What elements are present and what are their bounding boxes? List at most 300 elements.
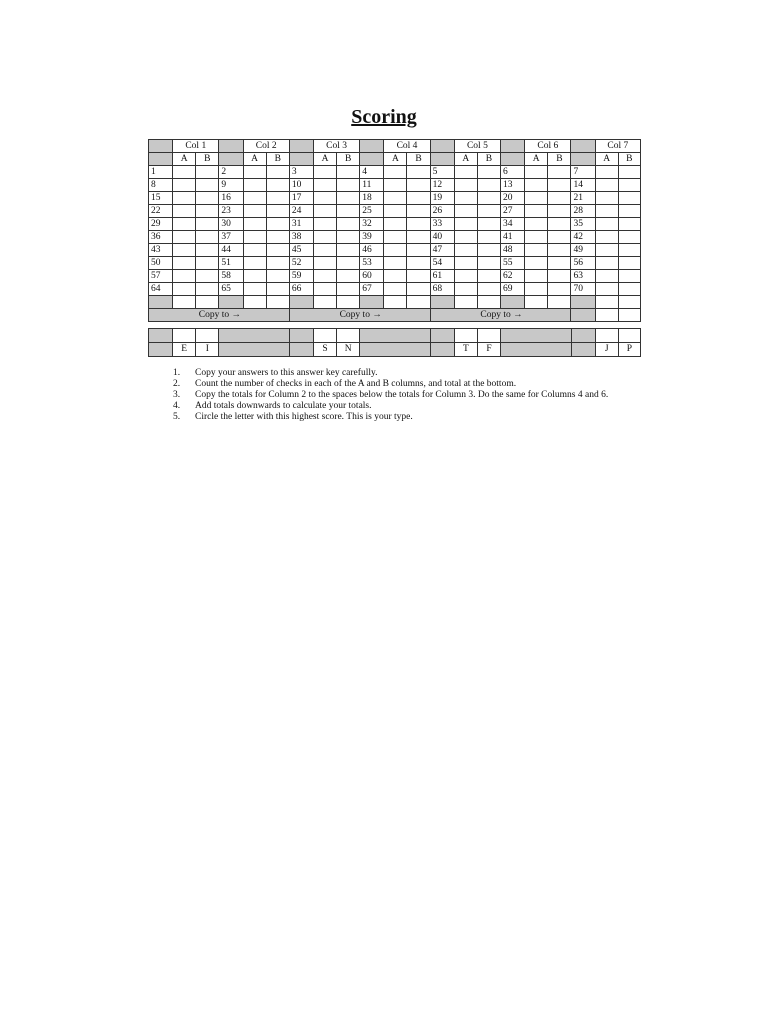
type-spacer: [149, 343, 173, 357]
question-number: 42: [571, 231, 595, 244]
answer-b-cell[interactable]: [337, 218, 360, 231]
answer-a-cell[interactable]: [454, 205, 477, 218]
answer-a-cell[interactable]: [525, 283, 548, 296]
answer-a-cell[interactable]: [173, 205, 196, 218]
answer-b-cell[interactable]: [407, 192, 430, 205]
a-header: A: [173, 153, 196, 166]
column-header: Col 5: [454, 140, 500, 153]
answer-a-cell[interactable]: [595, 244, 618, 257]
type-total-b[interactable]: [196, 329, 219, 343]
answer-a-cell[interactable]: [595, 231, 618, 244]
totals-spacer: [219, 296, 243, 309]
question-number: 30: [219, 218, 243, 231]
answer-b-cell[interactable]: [266, 283, 289, 296]
type-gap: [360, 343, 430, 357]
page-title: Scoring: [351, 106, 417, 128]
answer-a-cell[interactable]: [243, 231, 266, 244]
instructions-list: [173, 368, 613, 423]
column-header-row: [149, 140, 641, 153]
answer-b-cell[interactable]: [266, 231, 289, 244]
answer-a-cell[interactable]: [595, 270, 618, 283]
answer-b-cell[interactable]: [618, 283, 640, 296]
answer-b-cell[interactable]: [548, 205, 571, 218]
type-letter[interactable]: I: [196, 343, 219, 357]
answer-b-cell[interactable]: [618, 218, 640, 231]
question-number: 29: [149, 218, 173, 231]
ab-header-spacer: [360, 153, 384, 166]
type-spacer: [289, 343, 313, 357]
answer-b-cell[interactable]: [618, 192, 640, 205]
answer-b-cell[interactable]: [407, 244, 430, 257]
instruction-item: [173, 401, 613, 412]
answer-b-cell[interactable]: [266, 179, 289, 192]
total-a-cell[interactable]: [313, 296, 336, 309]
answer-a-cell[interactable]: [173, 166, 196, 179]
a-header: A: [525, 153, 548, 166]
question-number: 26: [430, 205, 454, 218]
answer-b-cell[interactable]: [477, 166, 500, 179]
answer-b-cell[interactable]: [548, 231, 571, 244]
answer-a-cell[interactable]: [173, 244, 196, 257]
total-b-cell[interactable]: [337, 296, 360, 309]
question-number: 3: [289, 166, 313, 179]
question-number: 40: [430, 231, 454, 244]
totals-spacer: [149, 296, 173, 309]
type-letter[interactable]: F: [477, 343, 500, 357]
column-header-spacer: [360, 140, 384, 153]
type-letter[interactable]: N: [337, 343, 360, 357]
answer-b-cell[interactable]: [618, 257, 640, 270]
copy-to-spacer: [571, 309, 595, 322]
ab-header-spacer: [219, 153, 243, 166]
answer-a-cell[interactable]: [313, 218, 336, 231]
answer-b-cell[interactable]: [337, 205, 360, 218]
type-total-b[interactable]: [337, 329, 360, 343]
question-number: 53: [360, 257, 384, 270]
instruction-text: Add totals downwards to calculate your totals.: [195, 401, 372, 411]
instruction-text: Copy your answers to this answer key carefully.: [195, 368, 378, 378]
ab-header-spacer: [430, 153, 454, 166]
question-number: 43: [149, 244, 173, 257]
total-a-cell[interactable]: [384, 296, 407, 309]
answer-a-cell[interactable]: [454, 270, 477, 283]
question-number: 50: [149, 257, 173, 270]
answer-b-cell[interactable]: [477, 283, 500, 296]
answer-b-cell[interactable]: [618, 179, 640, 192]
question-number: 59: [289, 270, 313, 283]
answer-b-cell[interactable]: [196, 257, 219, 270]
answer-b-cell[interactable]: [337, 231, 360, 244]
question-number: 6: [501, 166, 525, 179]
instruction-item: [173, 379, 613, 390]
answer-b-cell[interactable]: [196, 205, 219, 218]
answer-a-cell[interactable]: [313, 192, 336, 205]
total-a-cell[interactable]: [173, 296, 196, 309]
answer-a-cell[interactable]: [313, 257, 336, 270]
answer-a-cell[interactable]: [384, 231, 407, 244]
answer-b-cell[interactable]: [477, 179, 500, 192]
answer-b-cell[interactable]: [196, 283, 219, 296]
answer-b-cell[interactable]: [196, 218, 219, 231]
copy-a-cell[interactable]: [595, 309, 618, 322]
answer-a-cell[interactable]: [243, 166, 266, 179]
question-number: 63: [571, 270, 595, 283]
answer-b-cell[interactable]: [407, 283, 430, 296]
total-a-cell[interactable]: [595, 296, 618, 309]
answer-b-cell[interactable]: [196, 179, 219, 192]
totals-spacer: [501, 296, 525, 309]
answer-a-cell[interactable]: [454, 192, 477, 205]
question-number: 9: [219, 179, 243, 192]
answer-b-cell[interactable]: [548, 218, 571, 231]
answer-b-cell[interactable]: [477, 257, 500, 270]
type-total-a[interactable]: [595, 329, 618, 343]
answer-b-cell[interactable]: [337, 166, 360, 179]
answer-b-cell[interactable]: [407, 231, 430, 244]
answer-a-cell[interactable]: [595, 257, 618, 270]
question-number: 10: [289, 179, 313, 192]
question-number: 66: [289, 283, 313, 296]
answer-a-cell[interactable]: [384, 283, 407, 296]
totals-spacer: [289, 296, 313, 309]
answer-a-cell[interactable]: [525, 257, 548, 270]
b-header: B: [266, 153, 289, 166]
table-row: [149, 257, 641, 270]
column-header-spacer: [571, 140, 595, 153]
question-number: 23: [219, 205, 243, 218]
answer-a-cell[interactable]: [173, 257, 196, 270]
answer-a-cell[interactable]: [173, 179, 196, 192]
column-header: Col 1: [173, 140, 219, 153]
answer-a-cell[interactable]: [454, 218, 477, 231]
question-number: 54: [430, 257, 454, 270]
answer-b-cell[interactable]: [337, 257, 360, 270]
type-spacer: [430, 343, 454, 357]
answer-b-cell[interactable]: [407, 179, 430, 192]
b-header: B: [548, 153, 571, 166]
question-number: 21: [571, 192, 595, 205]
question-number: 16: [219, 192, 243, 205]
answer-a-cell[interactable]: [243, 192, 266, 205]
answer-a-cell[interactable]: [525, 231, 548, 244]
answer-b-cell[interactable]: [477, 205, 500, 218]
answer-a-cell[interactable]: [173, 283, 196, 296]
answer-a-cell[interactable]: [595, 166, 618, 179]
answer-a-cell[interactable]: [313, 179, 336, 192]
answer-a-cell[interactable]: [173, 231, 196, 244]
instruction-text: Copy the totals for Column 2 to the spaces below the totals for Column 3. Do the same for Columns 4 and 6.: [195, 390, 609, 400]
answer-b-cell[interactable]: [548, 283, 571, 296]
answer-a-cell[interactable]: [525, 192, 548, 205]
answer-b-cell[interactable]: [266, 270, 289, 283]
answer-a-cell[interactable]: [173, 218, 196, 231]
answer-b-cell[interactable]: [548, 179, 571, 192]
question-number: 44: [219, 244, 243, 257]
answer-b-cell[interactable]: [477, 244, 500, 257]
column-header-spacer: [219, 140, 243, 153]
question-number: 32: [360, 218, 384, 231]
ab-header-spacer: [501, 153, 525, 166]
b-header: B: [618, 153, 640, 166]
answer-b-cell[interactable]: [337, 192, 360, 205]
answer-a-cell[interactable]: [595, 205, 618, 218]
answer-b-cell[interactable]: [477, 270, 500, 283]
copy-to-label: Copy to →: [430, 309, 571, 322]
question-number: 20: [501, 192, 525, 205]
answer-a-cell[interactable]: [525, 166, 548, 179]
question-number: 7: [571, 166, 595, 179]
question-number: 68: [430, 283, 454, 296]
question-number: 46: [360, 244, 384, 257]
question-number: 34: [501, 218, 525, 231]
answer-a-cell[interactable]: [384, 179, 407, 192]
b-header: B: [477, 153, 500, 166]
type-spacer: [571, 329, 595, 343]
a-header: A: [384, 153, 407, 166]
question-number: 11: [360, 179, 384, 192]
question-number: 69: [501, 283, 525, 296]
answer-key-table: [148, 139, 641, 322]
answer-b-cell[interactable]: [548, 244, 571, 257]
total-b-cell[interactable]: [618, 296, 640, 309]
answer-a-cell[interactable]: [313, 166, 336, 179]
total-b-cell[interactable]: [266, 296, 289, 309]
answer-a-cell[interactable]: [313, 244, 336, 257]
answer-a-cell[interactable]: [454, 257, 477, 270]
table-row: [149, 192, 641, 205]
answer-a-cell[interactable]: [384, 205, 407, 218]
answer-b-cell[interactable]: [618, 244, 640, 257]
copy-b-cell[interactable]: [618, 309, 640, 322]
answer-a-cell[interactable]: [525, 205, 548, 218]
question-number: 8: [149, 179, 173, 192]
answer-a-cell[interactable]: [384, 192, 407, 205]
table-row: [149, 231, 641, 244]
type-gap: [360, 329, 430, 343]
question-number: 15: [149, 192, 173, 205]
type-gap: [501, 329, 571, 343]
a-header: A: [454, 153, 477, 166]
type-spacer: [571, 343, 595, 357]
answer-a-cell[interactable]: [384, 257, 407, 270]
answer-a-cell[interactable]: [313, 270, 336, 283]
type-spacer: [149, 329, 173, 343]
answer-b-cell[interactable]: [407, 257, 430, 270]
answer-b-cell[interactable]: [618, 231, 640, 244]
answer-a-cell[interactable]: [243, 218, 266, 231]
type-letter[interactable]: J: [595, 343, 618, 357]
answer-b-cell[interactable]: [477, 192, 500, 205]
table-row: [149, 244, 641, 257]
instruction-text: Circle the letter with this highest score. This is your type.: [195, 412, 413, 422]
table-row: [149, 270, 641, 283]
question-number: 13: [501, 179, 525, 192]
question-number: 22: [149, 205, 173, 218]
answer-a-cell[interactable]: [313, 231, 336, 244]
question-number: 39: [360, 231, 384, 244]
answer-b-cell[interactable]: [407, 218, 430, 231]
answer-b-cell[interactable]: [337, 270, 360, 283]
question-number: 37: [219, 231, 243, 244]
answer-a-cell[interactable]: [313, 205, 336, 218]
copy-to-row: [149, 309, 641, 322]
type-total-a[interactable]: [313, 329, 336, 343]
answer-b-cell[interactable]: [337, 244, 360, 257]
answer-a-cell[interactable]: [243, 244, 266, 257]
type-total-a[interactable]: [173, 329, 196, 343]
answer-b-cell[interactable]: [618, 166, 640, 179]
answer-a-cell[interactable]: [243, 283, 266, 296]
total-b-cell[interactable]: [477, 296, 500, 309]
type-letter[interactable]: S: [313, 343, 336, 357]
total-a-cell[interactable]: [454, 296, 477, 309]
answer-a-cell[interactable]: [384, 166, 407, 179]
answer-a-cell[interactable]: [525, 244, 548, 257]
question-number: 49: [571, 244, 595, 257]
question-number: 33: [430, 218, 454, 231]
column-header: Col 7: [595, 140, 640, 153]
answer-a-cell[interactable]: [243, 270, 266, 283]
answer-a-cell[interactable]: [454, 166, 477, 179]
a-header: A: [595, 153, 618, 166]
question-number: 31: [289, 218, 313, 231]
type-totals-table: [148, 328, 641, 357]
answer-b-cell[interactable]: [548, 257, 571, 270]
answer-a-cell[interactable]: [525, 179, 548, 192]
type-letter-row: [149, 343, 641, 357]
answer-a-cell[interactable]: [243, 179, 266, 192]
question-number: 19: [430, 192, 454, 205]
column-header: Col 4: [384, 140, 430, 153]
total-b-cell[interactable]: [548, 296, 571, 309]
b-header: B: [407, 153, 430, 166]
column-header: Col 2: [243, 140, 289, 153]
answer-a-cell[interactable]: [313, 283, 336, 296]
type-letter[interactable]: T: [454, 343, 477, 357]
instruction-item: [173, 412, 613, 423]
type-total-row: [149, 329, 641, 343]
instruction-number: 4.: [173, 401, 181, 411]
type-gap: [219, 329, 289, 343]
question-number: 18: [360, 192, 384, 205]
column-header: Col 3: [313, 140, 359, 153]
answer-a-cell[interactable]: [243, 205, 266, 218]
question-number: 56: [571, 257, 595, 270]
answer-a-cell[interactable]: [525, 218, 548, 231]
type-letter[interactable]: P: [618, 343, 640, 357]
answer-b-cell[interactable]: [548, 166, 571, 179]
totals-row: [149, 296, 641, 309]
question-number: 58: [219, 270, 243, 283]
totals-spacer: [360, 296, 384, 309]
answer-a-cell[interactable]: [454, 231, 477, 244]
answer-a-cell[interactable]: [525, 270, 548, 283]
answer-b-cell[interactable]: [407, 270, 430, 283]
question-number: 35: [571, 218, 595, 231]
question-number: 64: [149, 283, 173, 296]
type-letter[interactable]: E: [173, 343, 196, 357]
answer-b-cell[interactable]: [548, 270, 571, 283]
b-header: B: [196, 153, 219, 166]
answer-b-cell[interactable]: [407, 205, 430, 218]
answer-a-cell[interactable]: [173, 270, 196, 283]
total-a-cell[interactable]: [243, 296, 266, 309]
answer-b-cell[interactable]: [196, 166, 219, 179]
question-number: 57: [149, 270, 173, 283]
answer-b-cell[interactable]: [477, 218, 500, 231]
answer-b-cell[interactable]: [337, 179, 360, 192]
table-row: [149, 205, 641, 218]
answer-a-cell[interactable]: [384, 218, 407, 231]
ab-header-spacer: [149, 153, 173, 166]
answer-b-cell[interactable]: [618, 270, 640, 283]
answer-b-cell[interactable]: [196, 192, 219, 205]
type-total-a[interactable]: [454, 329, 477, 343]
question-number: 45: [289, 244, 313, 257]
answer-a-cell[interactable]: [454, 179, 477, 192]
question-number: 36: [149, 231, 173, 244]
instruction-number: 5.: [173, 412, 181, 422]
question-number: 51: [219, 257, 243, 270]
ab-header-spacer: [289, 153, 313, 166]
question-number: 62: [501, 270, 525, 283]
total-a-cell[interactable]: [525, 296, 548, 309]
answer-b-cell[interactable]: [618, 205, 640, 218]
answer-b-cell[interactable]: [407, 166, 430, 179]
answer-b-cell[interactable]: [548, 192, 571, 205]
question-number: 52: [289, 257, 313, 270]
totals-spacer: [571, 296, 595, 309]
answer-a-cell[interactable]: [454, 244, 477, 257]
question-number: 41: [501, 231, 525, 244]
answer-a-cell[interactable]: [595, 192, 618, 205]
answer-a-cell[interactable]: [243, 257, 266, 270]
question-number: 17: [289, 192, 313, 205]
column-header: Col 6: [525, 140, 571, 153]
answer-a-cell[interactable]: [384, 270, 407, 283]
question-number: 12: [430, 179, 454, 192]
type-total-b[interactable]: [618, 329, 640, 343]
answer-b-cell[interactable]: [196, 231, 219, 244]
answer-a-cell[interactable]: [384, 244, 407, 257]
answer-b-cell[interactable]: [266, 192, 289, 205]
type-spacer: [289, 329, 313, 343]
answer-a-cell[interactable]: [173, 192, 196, 205]
instruction-number: 1.: [173, 368, 181, 378]
answer-a-cell[interactable]: [595, 179, 618, 192]
answer-b-cell[interactable]: [196, 270, 219, 283]
type-total-b[interactable]: [477, 329, 500, 343]
answer-b-cell[interactable]: [266, 205, 289, 218]
answer-b-cell[interactable]: [337, 283, 360, 296]
answer-b-cell[interactable]: [266, 257, 289, 270]
answer-a-cell[interactable]: [595, 218, 618, 231]
answer-b-cell[interactable]: [266, 166, 289, 179]
total-b-cell[interactable]: [407, 296, 430, 309]
total-b-cell[interactable]: [196, 296, 219, 309]
ab-header-row: [149, 153, 641, 166]
instruction-item: [173, 390, 613, 401]
answer-b-cell[interactable]: [196, 244, 219, 257]
ab-header-spacer: [571, 153, 595, 166]
question-number: 14: [571, 179, 595, 192]
column-header-spacer: [501, 140, 525, 153]
answer-b-cell[interactable]: [266, 218, 289, 231]
answer-a-cell[interactable]: [595, 283, 618, 296]
answer-b-cell[interactable]: [477, 231, 500, 244]
answer-b-cell[interactable]: [266, 244, 289, 257]
answer-a-cell[interactable]: [454, 283, 477, 296]
